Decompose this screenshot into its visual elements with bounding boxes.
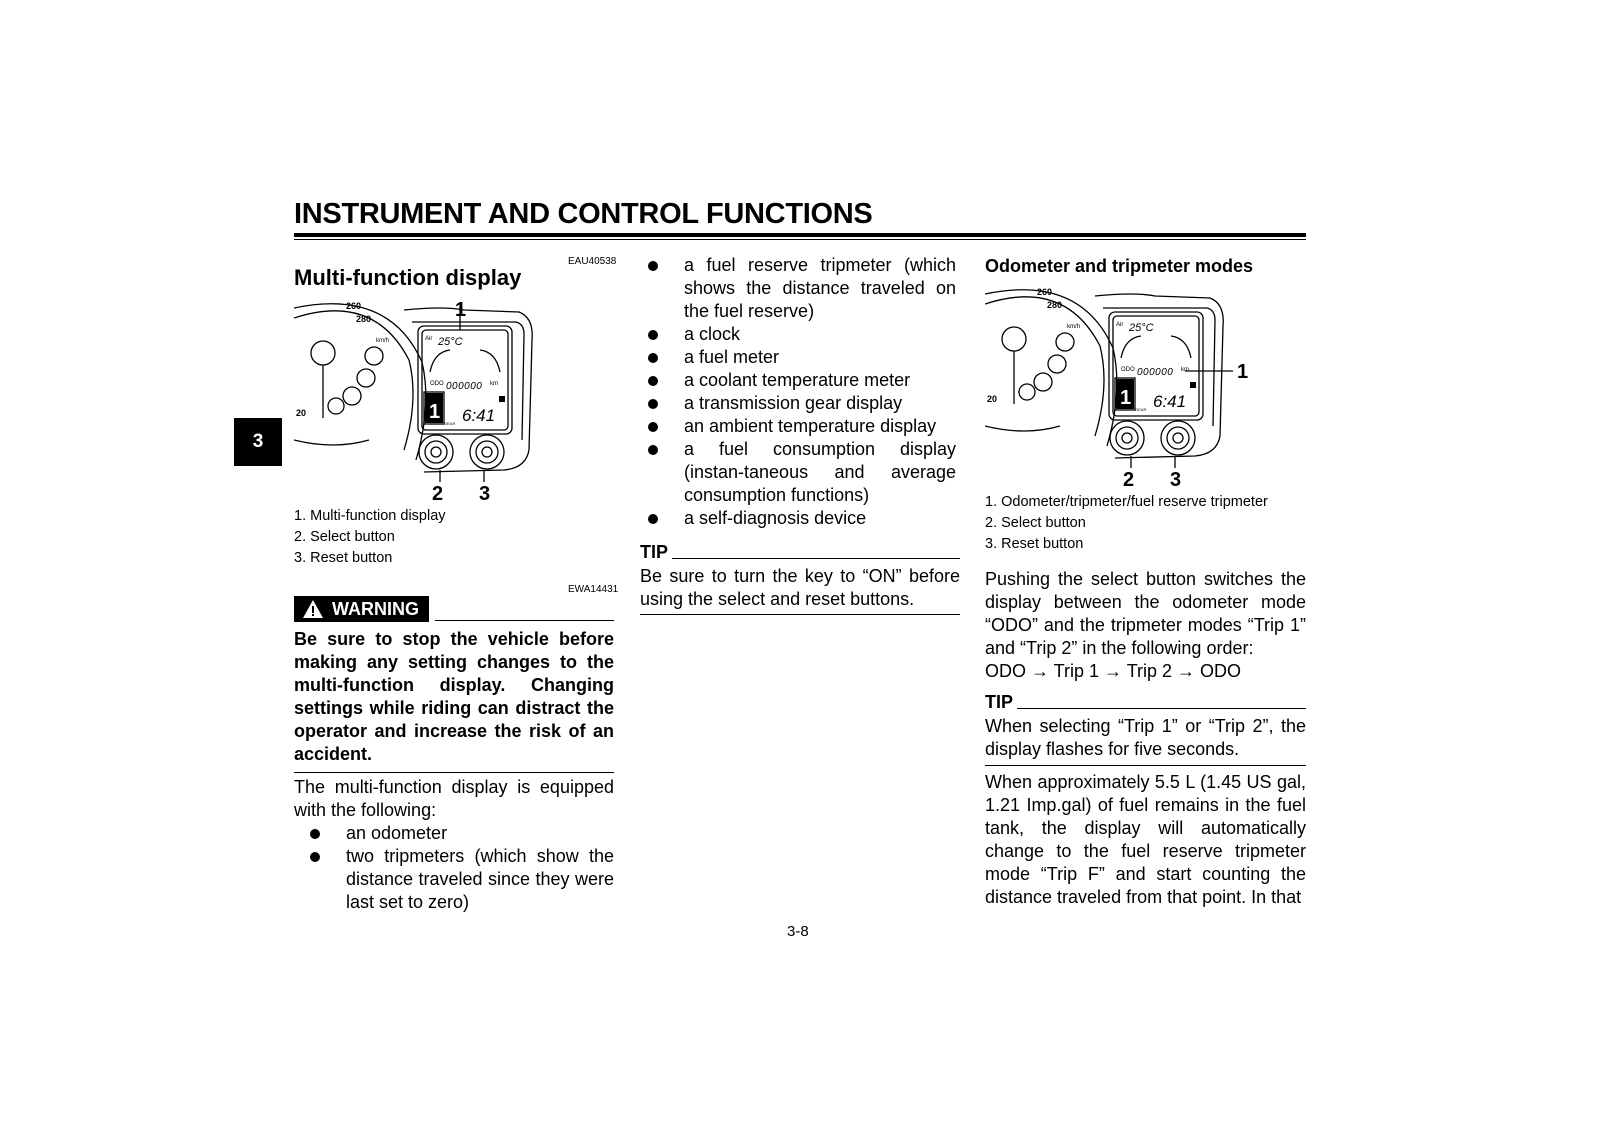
gear-value: 1 — [429, 401, 441, 423]
tip-end-rule-col2 — [640, 614, 960, 615]
speed-unit: km/h — [376, 338, 390, 344]
tip-text-col2: Be sure to turn the key to “ON” before using the select and reset buttons. — [640, 566, 960, 609]
callout-3: 3 — [1170, 469, 1182, 491]
temp-readout: 25°C — [438, 336, 463, 348]
km-label: km — [490, 381, 498, 387]
warning-header — [294, 596, 614, 622]
mode-paragraph: Pushing the select button switches the display between the odometer mode “ODO” and the tripmeter modes “Trip 1” and “Trip 2” in the following order: — [985, 569, 1306, 658]
gear-label: GEAR — [1135, 407, 1147, 412]
subsection-heading: Odometer and tripmeter modes — [985, 256, 1254, 276]
page-number: 3-8 — [787, 923, 809, 940]
section-code: EAU40538 — [568, 256, 617, 267]
chapter-tab: 3 — [234, 418, 282, 466]
speed-label-280: 280 — [1047, 300, 1063, 310]
section-heading: Multi-function display — [294, 265, 522, 290]
tip-header-col3 — [985, 692, 1306, 712]
temp-readout: 25°C — [1129, 322, 1154, 334]
list-item: a fuel meter — [646, 346, 956, 369]
tip-line — [672, 558, 960, 559]
instrument-cluster-figure — [294, 300, 549, 505]
callout-3: 3 — [479, 483, 491, 505]
warning-text: Be sure to stop the vehicle before making any setting changes to the multi-function display. Changing settings while riding can distract the operator and increase the risk of an accident. — [294, 629, 614, 764]
callout-1: 1 — [455, 300, 467, 321]
list-item: a fuel consumption display (instan-taneous and average consumption functions) — [646, 438, 956, 507]
page-header-title: INSTRUMENT AND CONTROL FUNCTIONS — [294, 198, 873, 230]
warning-triangle-icon — [302, 599, 324, 619]
odo-value: 000000 — [1137, 367, 1174, 378]
speed-label-260: 260 — [346, 301, 362, 311]
instrument-cluster-figure-2 — [985, 286, 1255, 491]
list-item: two tripmeters (which show the distance traveled since they were last set to zero) — [308, 845, 614, 914]
warning-code: EWA14431 — [568, 584, 619, 595]
list-item: a clock — [646, 323, 956, 346]
callout-2: 2 — [1123, 469, 1135, 491]
clock-value: 6:41 — [1153, 392, 1187, 411]
tip-label: TIP — [640, 542, 669, 562]
warning-end-rule — [294, 772, 614, 773]
list-item: an ambient temperature display — [646, 415, 956, 438]
warning-label: WARNING — [332, 598, 419, 619]
list-item: a transmission gear display — [646, 392, 956, 415]
list-item: a self-diagnosis device — [646, 507, 956, 530]
list-item: a fuel reserve tripmeter (which shows the distance traveled on the fuel reserve) — [646, 254, 956, 323]
caption-2: 2. Select button — [985, 515, 1086, 531]
figure-captions — [294, 506, 446, 569]
mode-sequence: ODO → Trip 1 → Trip 2 → ODO — [985, 661, 1242, 681]
speed-label-20: 20 — [296, 408, 307, 418]
odo-label: ODO — [430, 381, 444, 387]
tip-end-rule-col3 — [985, 765, 1306, 766]
air-label: Air — [425, 336, 433, 342]
gear-label: GEAR — [444, 421, 456, 426]
callout-2: 2 — [432, 483, 444, 505]
list-item: a coolant temperature meter — [646, 369, 956, 392]
air-label: Air — [1116, 322, 1124, 328]
speed-label-280: 280 — [356, 314, 372, 324]
speed-label-260: 260 — [1037, 287, 1053, 297]
tip-header-col2 — [640, 542, 960, 562]
fuel-reserve-paragraph: When approximately 5.5 L (1.45 US gal, 1.21 Imp.gal) of fuel remains in the fuel tank, the display will automatically change to the fuel reserve tripmeter mode “Trip F” and start counting the distance traveled from that point. In that — [985, 772, 1306, 907]
clock-value: 6:41 — [462, 406, 496, 425]
caption-3: 3. Reset button — [294, 550, 393, 566]
warning-header-line — [435, 620, 614, 621]
tip-label: TIP — [985, 692, 1014, 712]
caption-3: 3. Reset button — [985, 536, 1084, 552]
feature-list-col1 — [308, 822, 614, 914]
caption-1: 1. Multi-function display — [294, 508, 446, 524]
caption-2: 2. Select button — [294, 529, 395, 545]
tip-line — [1017, 708, 1306, 709]
gear-value: 1 — [1120, 387, 1132, 409]
km-label: km — [1181, 367, 1189, 373]
header-rule-thin — [294, 239, 1306, 240]
caption-1: 1. Odometer/tripmeter/fuel reserve tripmeter — [985, 494, 1268, 510]
speed-unit: km/h — [1067, 324, 1081, 330]
odo-label: ODO — [1121, 367, 1135, 373]
intro-text: The multi-function display is equipped with the following: — [294, 777, 614, 820]
callout-1: 1 — [1237, 361, 1249, 383]
figure-captions-2 — [985, 492, 1268, 555]
feature-list-col2 — [646, 254, 956, 530]
speed-label-20: 20 — [987, 394, 998, 404]
warning-badge — [294, 596, 429, 622]
tip-text-col3: When selecting “Trip 1” or “Trip 2”, the display flashes for five seconds. — [985, 716, 1306, 759]
list-item: an odometer — [308, 822, 614, 845]
odo-value: 000000 — [446, 381, 483, 392]
header-rule — [294, 233, 1306, 237]
